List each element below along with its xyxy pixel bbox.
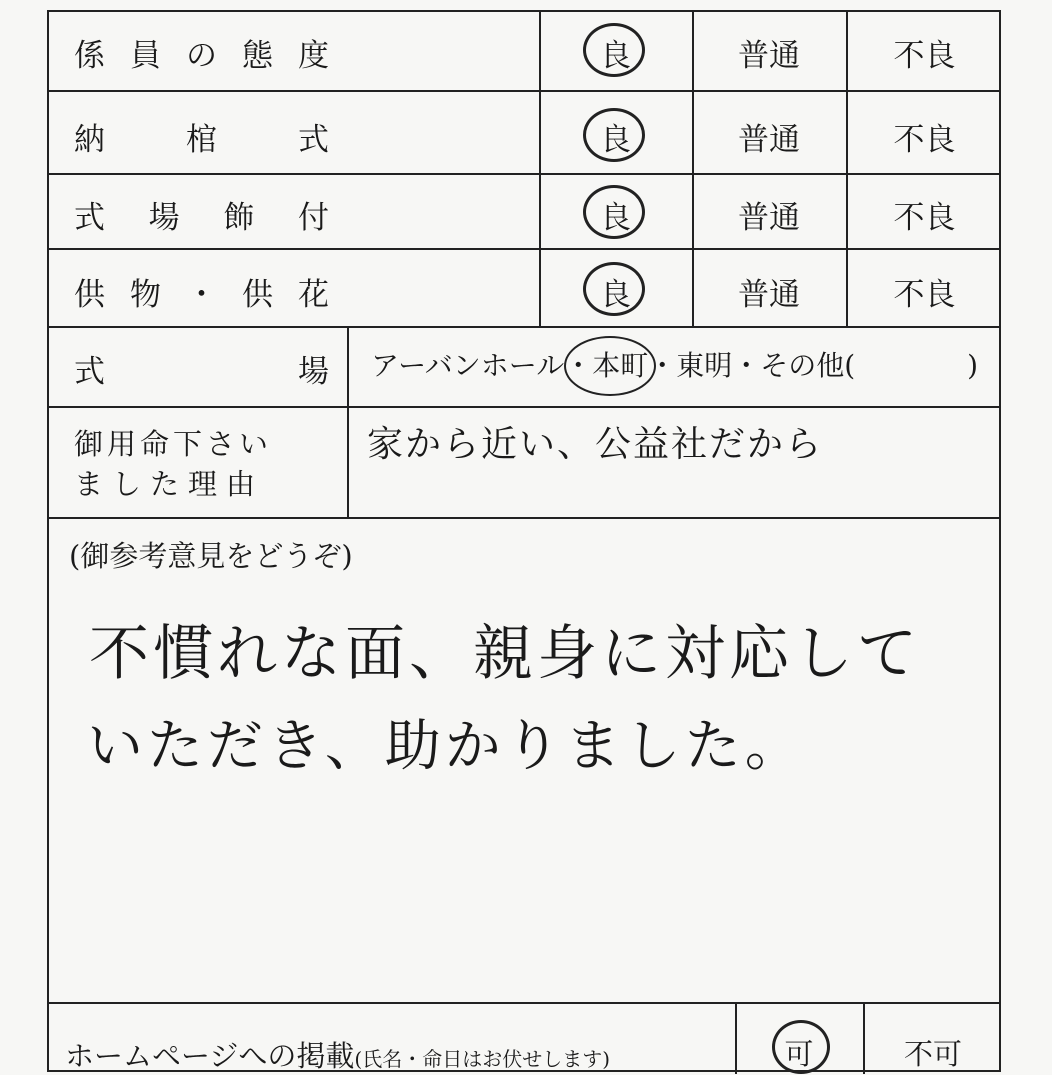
rating-label-staff-attitude: [74, 30, 329, 75]
label-char: 式: [298, 122, 329, 158]
selection-circle: [583, 262, 645, 316]
option-poor[interactable]: 不良: [893, 38, 956, 74]
label-char: 場: [148, 200, 180, 236]
publish-note: (氏名・命日はお伏せします): [354, 1047, 611, 1071]
option-good[interactable]: 良: [600, 38, 631, 74]
rating-label-offerings: [74, 269, 329, 314]
label-char: の: [186, 38, 217, 74]
label-char: 棺: [186, 122, 217, 158]
row-divider: [49, 1002, 999, 1004]
comments-line1[interactable]: 不慣れな面、親身に対応して: [89, 619, 921, 689]
option-average[interactable]: 普通: [738, 200, 800, 236]
label-char: 物: [130, 277, 161, 313]
selection-circle: [583, 108, 645, 162]
option-good[interactable]: 良: [600, 122, 631, 158]
label-char: 納: [74, 122, 105, 158]
label-char: 式: [74, 354, 105, 390]
venue-option-honmachi[interactable]: 本町: [592, 349, 649, 382]
option-average[interactable]: 普通: [738, 122, 800, 158]
row-divider: [49, 326, 999, 328]
label-char: 供: [74, 277, 105, 313]
reason-label-line1: 御用命下さい: [74, 427, 273, 461]
label-char: 態: [242, 38, 273, 74]
option-disallow[interactable]: 不可: [903, 1037, 962, 1071]
venue-close-paren: ): [967, 349, 979, 382]
option-average[interactable]: 普通: [738, 277, 800, 313]
option-good[interactable]: 良: [600, 277, 631, 313]
col-divider: [347, 326, 349, 517]
option-good[interactable]: 良: [600, 200, 631, 236]
label-char: ・: [186, 277, 217, 313]
label-char: 度: [298, 38, 329, 74]
selection-circle: [583, 23, 645, 77]
label-char: 員: [130, 38, 161, 74]
reason-answer[interactable]: 家から近い、公益社だから: [367, 424, 824, 465]
selection-circle: [564, 336, 656, 396]
publish-label-text: ホームページへの掲載: [65, 1039, 355, 1073]
rating-label-encoffining: [74, 114, 329, 159]
label-char: 付: [297, 200, 329, 236]
label-char: 係: [74, 38, 105, 74]
option-allow[interactable]: 可: [784, 1037, 814, 1071]
row-divider: [49, 517, 999, 519]
row-divider: [49, 248, 999, 250]
rating-label-decoration: [74, 192, 329, 237]
survey-form: [47, 10, 1001, 1072]
row-divider: [49, 406, 999, 408]
venue-option-tomei-other[interactable]: ・東明・その他(: [648, 349, 856, 382]
selection-circle: [772, 1020, 830, 1074]
venue-label: [74, 346, 329, 391]
comments-line2[interactable]: いただき、助かりました。: [87, 714, 805, 779]
label-char: 花: [298, 277, 329, 313]
selection-circle: [583, 185, 645, 239]
homepage-publish-label: [65, 1034, 610, 1075]
option-average[interactable]: 普通: [738, 38, 800, 74]
venue-option-urban-hall[interactable]: アーバンホール・: [371, 349, 593, 382]
row-divider: [49, 173, 999, 175]
row-divider: [49, 90, 999, 92]
reason-label-line2: ました理由: [74, 467, 265, 501]
label-char: 供: [242, 277, 273, 313]
option-poor[interactable]: 不良: [893, 122, 956, 158]
label-char: 飾: [223, 200, 255, 236]
venue-options: [371, 344, 1001, 384]
label-char: 式: [74, 200, 105, 236]
option-poor[interactable]: 不良: [893, 277, 956, 313]
comments-prompt: (御参考意見をどうぞ): [69, 539, 353, 573]
option-poor[interactable]: 不良: [893, 200, 956, 236]
label-char: 場: [298, 354, 329, 390]
